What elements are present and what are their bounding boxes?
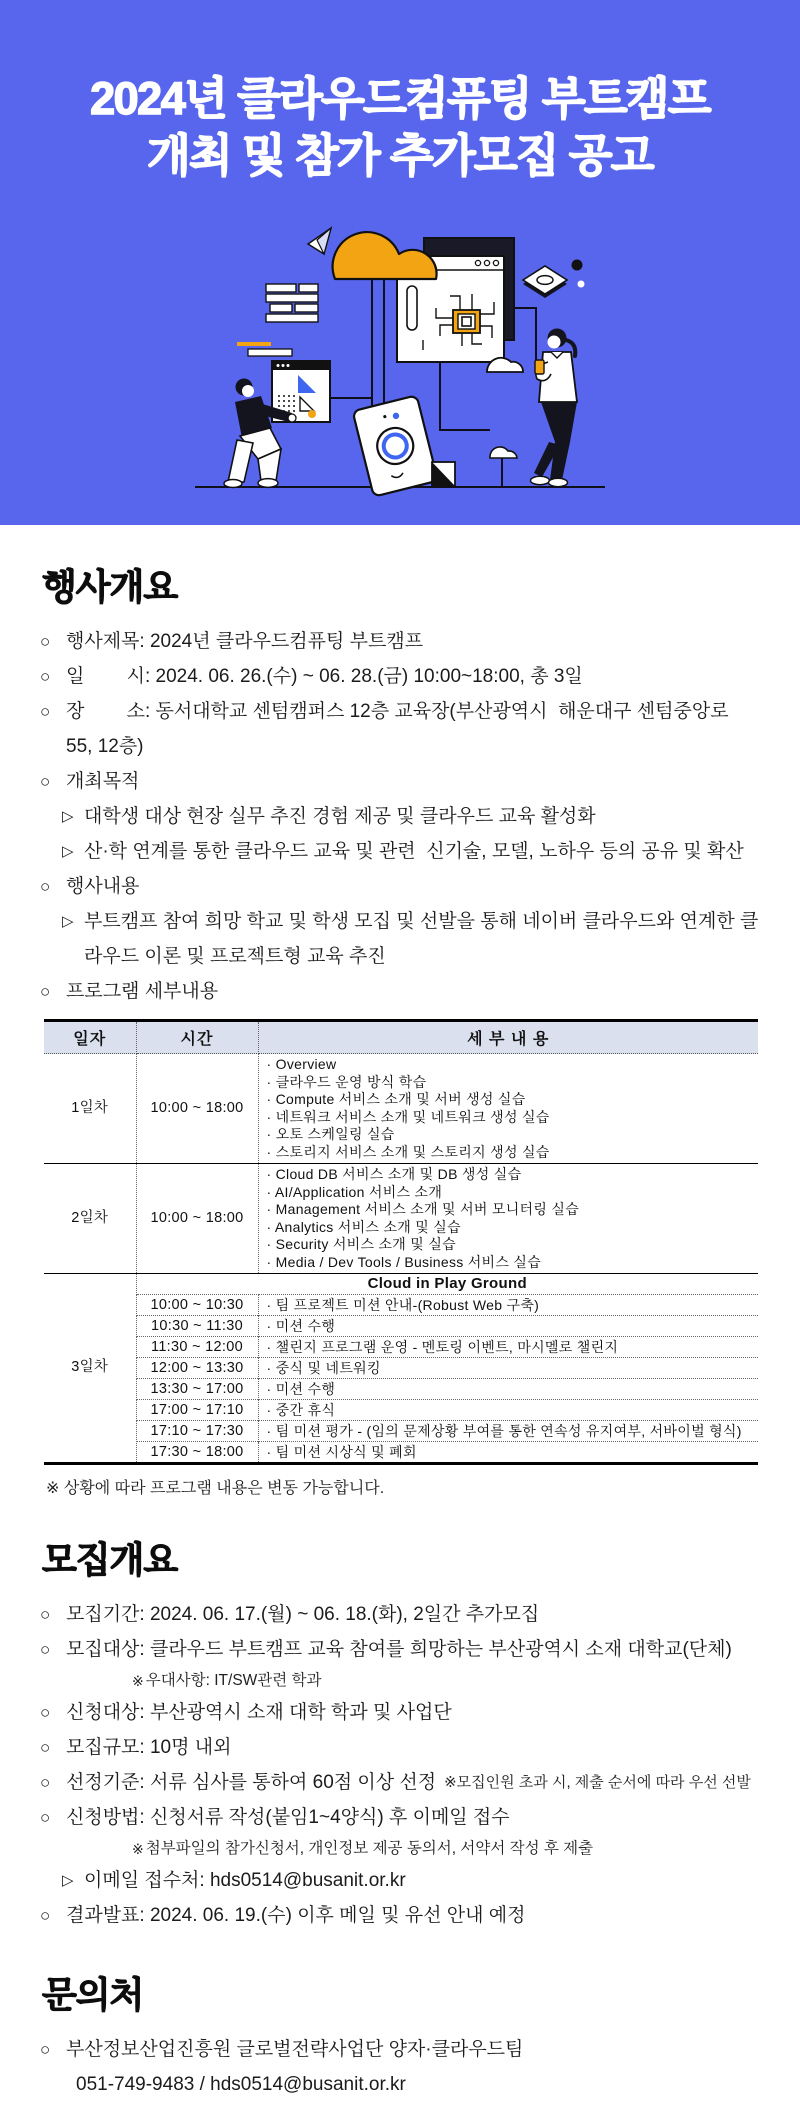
day-cell: 3일차 [44, 1274, 136, 1464]
circle-bullet-icon: ○ [40, 667, 51, 686]
overview-list [40, 624, 760, 1009]
list-item [40, 1597, 760, 1632]
circle-bullet-icon: ○ [40, 702, 51, 721]
list-item-text: 개최목적 [66, 771, 140, 792]
time-cell: 17:30 ~ 18:00 [136, 1441, 258, 1463]
detail-line: · Overview [266, 1056, 337, 1072]
table-row [44, 1441, 758, 1463]
table-row [44, 1378, 758, 1399]
circle-bullet-icon: ○ [40, 772, 51, 791]
standing-woman-illustration [531, 329, 578, 487]
section-heading-recruit: 모집개요 [42, 1538, 178, 1580]
time-cell: 10:00 ~ 18:00 [136, 1164, 258, 1274]
diamond-plate-icon [523, 266, 567, 298]
list-item [40, 1898, 760, 1933]
list-item-text: 대학생 대상 현장 실무 추진 경험 제공 및 클라우드 교육 활성화 [84, 806, 596, 827]
circle-bullet-icon: ○ [40, 632, 51, 651]
tablet-device-icon [353, 395, 438, 496]
detail-line: · Management 서비스 소개 및 서버 모니터링 실습 [266, 1201, 580, 1217]
list-item-text: 신청방법: 신청서류 작성(붙임1~4양식) 후 이메일 접수 [66, 1806, 510, 1828]
circle-bullet-icon: ○ [40, 2039, 51, 2059]
list-item [40, 1835, 760, 1863]
list-item [40, 1800, 760, 1835]
list-item [40, 1695, 760, 1730]
banner-cell: Cloud in Play Ground [136, 1274, 758, 1295]
hero-illustration [0, 190, 800, 530]
phone-icon [535, 360, 544, 374]
column-header: 일자 [44, 1021, 136, 1054]
list-item [40, 2032, 760, 2067]
table-header-row [44, 1021, 758, 1054]
detail-cell: · 중간 휴식 [258, 1399, 758, 1420]
list-item [40, 904, 760, 974]
details-cell [258, 1054, 758, 1164]
circle-bullet-icon: ○ [40, 1737, 51, 1757]
detail-cell: · 챌린지 프로그램 운영 - 멘토링 이벤트, 마시멜로 챌린지 [258, 1336, 758, 1357]
list-item [40, 2067, 760, 2102]
orange-bar [237, 342, 271, 346]
circle-bullet-icon: ○ [40, 1702, 51, 1722]
list-item [40, 1667, 760, 1695]
detail-cell: · 미션 수행 [258, 1378, 758, 1399]
detail-cell: · 팀 미션 시상식 및 폐회 [258, 1441, 758, 1463]
circle-bullet-icon: ○ [40, 877, 51, 896]
detail-line: · AI/Application 서비스 소개 [266, 1183, 443, 1200]
detail-cell: · 팀 미션 평가 - (임의 문제상황 부여를 통한 연속성 유지여부, 서바이벌 형식) [258, 1420, 758, 1441]
list-item-text: 모집규모: 10명 내외 [66, 1736, 232, 1758]
triangle-bullet-icon: ▷ [62, 808, 74, 825]
list-item [40, 869, 760, 904]
list-item-text: 선정기준: 서류 심사를 통하여 60점 이상 선정 [66, 1771, 437, 1793]
section-heading-contact: 문의처 [42, 1973, 144, 2015]
list-item-text: 모집기간: 2024. 06. 17.(월) ~ 06. 18.(화), 2일간 추가모집 [66, 1603, 540, 1625]
half-square-icon [432, 462, 455, 486]
time-cell: 17:10 ~ 17:30 [136, 1420, 258, 1441]
section-heading-overview: 행사개요 [42, 566, 178, 607]
day-cell: 1일차 [44, 1054, 136, 1164]
list-item-text: 행사제목: 2024년 클라우드컴퓨팅 부트캠프 [66, 631, 424, 652]
time-cell: 10:30 ~ 11:30 [136, 1315, 258, 1336]
list-item [40, 624, 760, 659]
cloud-computing-illustration-svg [140, 190, 660, 525]
table-row [44, 1294, 758, 1315]
circle-bullet-icon: ○ [40, 1807, 51, 1827]
day-cell: 2일차 [44, 1164, 136, 1274]
time-cell: 10:00 ~ 10:30 [136, 1294, 258, 1315]
detail-line: · Compute 서비스 소개 및 서버 생성 실습 [266, 1091, 526, 1107]
circle-bullet-icon: ○ [40, 1604, 51, 1624]
circle-bullet-icon: ○ [40, 1905, 51, 1925]
list-item [40, 1632, 760, 1667]
list-item-text: 결과발표: 2024. 06. 19.(수) 이후 메일 및 유선 안내 예정 [66, 1904, 526, 1926]
program-table-note: ※ 상황에 따라 프로그램 내용은 변동 가능합니다. [46, 1479, 385, 1497]
triangle-bullet-icon: ▷ [62, 913, 74, 930]
list-item [40, 1863, 760, 1898]
detail-line: · Analytics 서비스 소개 및 실습 [266, 1218, 461, 1235]
list-item-text: 이메일 접수처: hds0514@busanit.or.kr [84, 1869, 406, 1891]
detail-line: · Cloud DB 서비스 소개 및 DB 생성 실습 [266, 1166, 522, 1182]
table-row [44, 1054, 758, 1164]
program-table-head [44, 1021, 758, 1054]
detail-cell: · 중식 및 네트워킹 [258, 1357, 758, 1378]
page-title [0, 0, 800, 184]
list-item-text: 우대사항: IT/SW관련 학과 [145, 1671, 322, 1689]
small-cloud-icon [487, 358, 523, 372]
tiny-cloud-icon [490, 447, 517, 458]
reference-mark-icon: ※ [132, 1840, 144, 1857]
circle-bullet-icon: ○ [40, 1639, 51, 1659]
page-title-line2: 개최 및 참가 추가모집 공고 [147, 130, 653, 181]
orange-dot [308, 410, 316, 418]
triangle-bullet-icon: ▷ [62, 1871, 74, 1889]
list-item [40, 764, 760, 799]
page-title-line1: 2024년 클라우드컴퓨팅 부트캠프 [90, 73, 710, 124]
list-item-text: 부트캠프 참여 희망 학교 및 학생 모집 및 선발을 통해 네이버 클라우드와 연계한 클라우드 이론 및 프로젝트형 교육 추진 [84, 911, 759, 967]
time-cell: 11:30 ~ 12:00 [136, 1336, 258, 1357]
table-row [44, 1164, 758, 1274]
list-item-text: 장 소: 동서대학교 센텀캠퍼스 12층 교육장(부산광역시 해운대구 센텀중앙로 55, 12층) [66, 701, 734, 757]
detail-line: · 스토리지 서비스 소개 및 스토리지 생성 실습 [266, 1143, 550, 1160]
list-item-text: 프로그램 세부내용 [66, 981, 219, 1002]
list-item-text: 051-749-9483 / hds0514@busanit.or.kr [76, 2073, 406, 2095]
circle-bullet-icon: ○ [40, 982, 51, 1001]
table-row [44, 1420, 758, 1441]
paper-plane-icon [308, 228, 331, 254]
list-item-text: 모집대상: 클라우드 부트캠프 교육 참여를 희망하는 부산광역시 소재 대학교(단체) [66, 1638, 732, 1660]
list-item-text: 첨부파일의 참가신청서, 개인정보 제공 동의서, 서약서 작성 후 제출 [145, 1839, 594, 1857]
detail-cell: · 팀 프로젝트 미션 안내-(Robust Web 구축) [258, 1294, 758, 1315]
list-item [40, 799, 760, 834]
detail-line: · 클라우드 운영 방식 학습 [266, 1073, 427, 1090]
detail-line: · 오토 스케일링 실습 [266, 1126, 395, 1142]
details-cell [258, 1164, 758, 1274]
list-item-text: 신청대상: 부산광역시 소재 대학 학과 및 사업단 [66, 1701, 452, 1723]
black-dot [572, 260, 583, 271]
table-row [44, 1357, 758, 1378]
white-bar [248, 349, 292, 356]
list-item-text: 일 시: 2024. 06. 26.(수) ~ 06. 28.(금) 10:00~18:00, 총 3일 [66, 666, 583, 687]
list-item-text: 산·학 연계를 통한 클라우드 교육 및 관련 신기술, 모델, 노하우 등의 공유 및 확산 [84, 841, 744, 862]
reference-mark-icon: ※ [132, 1672, 144, 1689]
triangle-bullet-icon: ▷ [62, 843, 74, 860]
table-row [44, 1315, 758, 1336]
content-area [0, 559, 800, 2102]
column-header: 시간 [136, 1021, 258, 1054]
list-item [40, 1730, 760, 1765]
program-table-body [44, 1054, 758, 1464]
contact-list [40, 2032, 760, 2102]
inline-note: ※모집인원 초과 시, 제출 순서에 따라 우선 선발 [444, 1773, 751, 1791]
table-row [44, 1399, 758, 1420]
list-item [40, 1765, 760, 1800]
list-item [40, 659, 760, 694]
detail-cell: · 미션 수행 [258, 1315, 758, 1336]
detail-line: · Security 서비스 소개 및 실습 [266, 1236, 456, 1252]
list-item [40, 834, 760, 869]
brick-stack-icon [266, 284, 318, 322]
list-item-text: 행사내용 [66, 876, 140, 897]
list-item [40, 694, 760, 764]
time-cell: 17:00 ~ 17:10 [136, 1399, 258, 1420]
list-item [40, 974, 760, 1009]
detail-line: · Media / Dev Tools / Business 서비스 실습 [266, 1253, 542, 1270]
time-cell: 12:00 ~ 13:30 [136, 1357, 258, 1378]
program-schedule-table [44, 1019, 758, 1465]
table-row [44, 1336, 758, 1357]
column-header: 세 부 내 용 [258, 1021, 758, 1054]
hero-banner [0, 0, 800, 525]
cloud-icon [333, 232, 437, 279]
table-row [44, 1274, 758, 1295]
list-item-text: 부산정보산업진흥원 글로벌전략사업단 양자·클라우드팀 [66, 2038, 524, 2060]
time-cell: 13:30 ~ 17:00 [136, 1378, 258, 1399]
circle-bullet-icon: ○ [40, 1772, 51, 1792]
white-dot [578, 281, 585, 288]
recruit-list [40, 1597, 760, 1933]
time-cell: 10:00 ~ 18:00 [136, 1054, 258, 1164]
detail-line: · 네트워크 서비스 소개 및 네트워크 생성 실습 [266, 1108, 550, 1125]
